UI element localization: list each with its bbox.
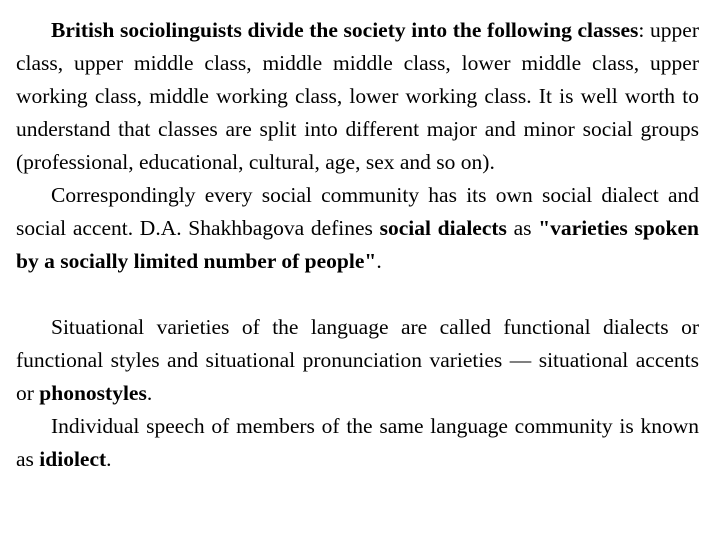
bold-lead-text: British sociolinguists divide the society into the following classes (51, 18, 639, 42)
term-phonostyles: phonostyles (39, 381, 147, 405)
paragraph-text: . (146, 381, 153, 405)
term-idiolect: idiolect (39, 447, 107, 471)
paragraph-situational-varieties (16, 311, 699, 410)
paragraph-text: . (376, 249, 382, 273)
paragraph-text: Individual speech of members of the same language community is known as (16, 414, 699, 471)
paragraph-text: as (506, 216, 539, 240)
paragraph-text: . (106, 447, 112, 471)
term-social-dialects: social dialects (379, 216, 507, 240)
paragraph-social-classes (16, 14, 699, 179)
definition-quote: "varieties spoken by a socially limited number of people" (16, 216, 699, 273)
paragraph-text: : upper class, upper middle class, middle middle class, lower middle class, upper working class, middle working class, lower working class. It is well worth to understand that classes are split into different major and minor social groups (professional, educational, cultural, age, sex and so on). (16, 18, 699, 174)
paragraph-spacer (16, 278, 699, 311)
paragraph-social-dialect (16, 179, 699, 278)
paragraph-idiolect (16, 410, 699, 476)
paragraph-text: Correspondingly every social community has its own social dialect and social accent. D.A. Shakhbagova defines (16, 183, 699, 240)
paragraph-text: Situational varieties of the language are called functional dialects or functional styles and situational pronunciation varieties — situational accents or (16, 315, 699, 405)
document-body (16, 14, 699, 476)
